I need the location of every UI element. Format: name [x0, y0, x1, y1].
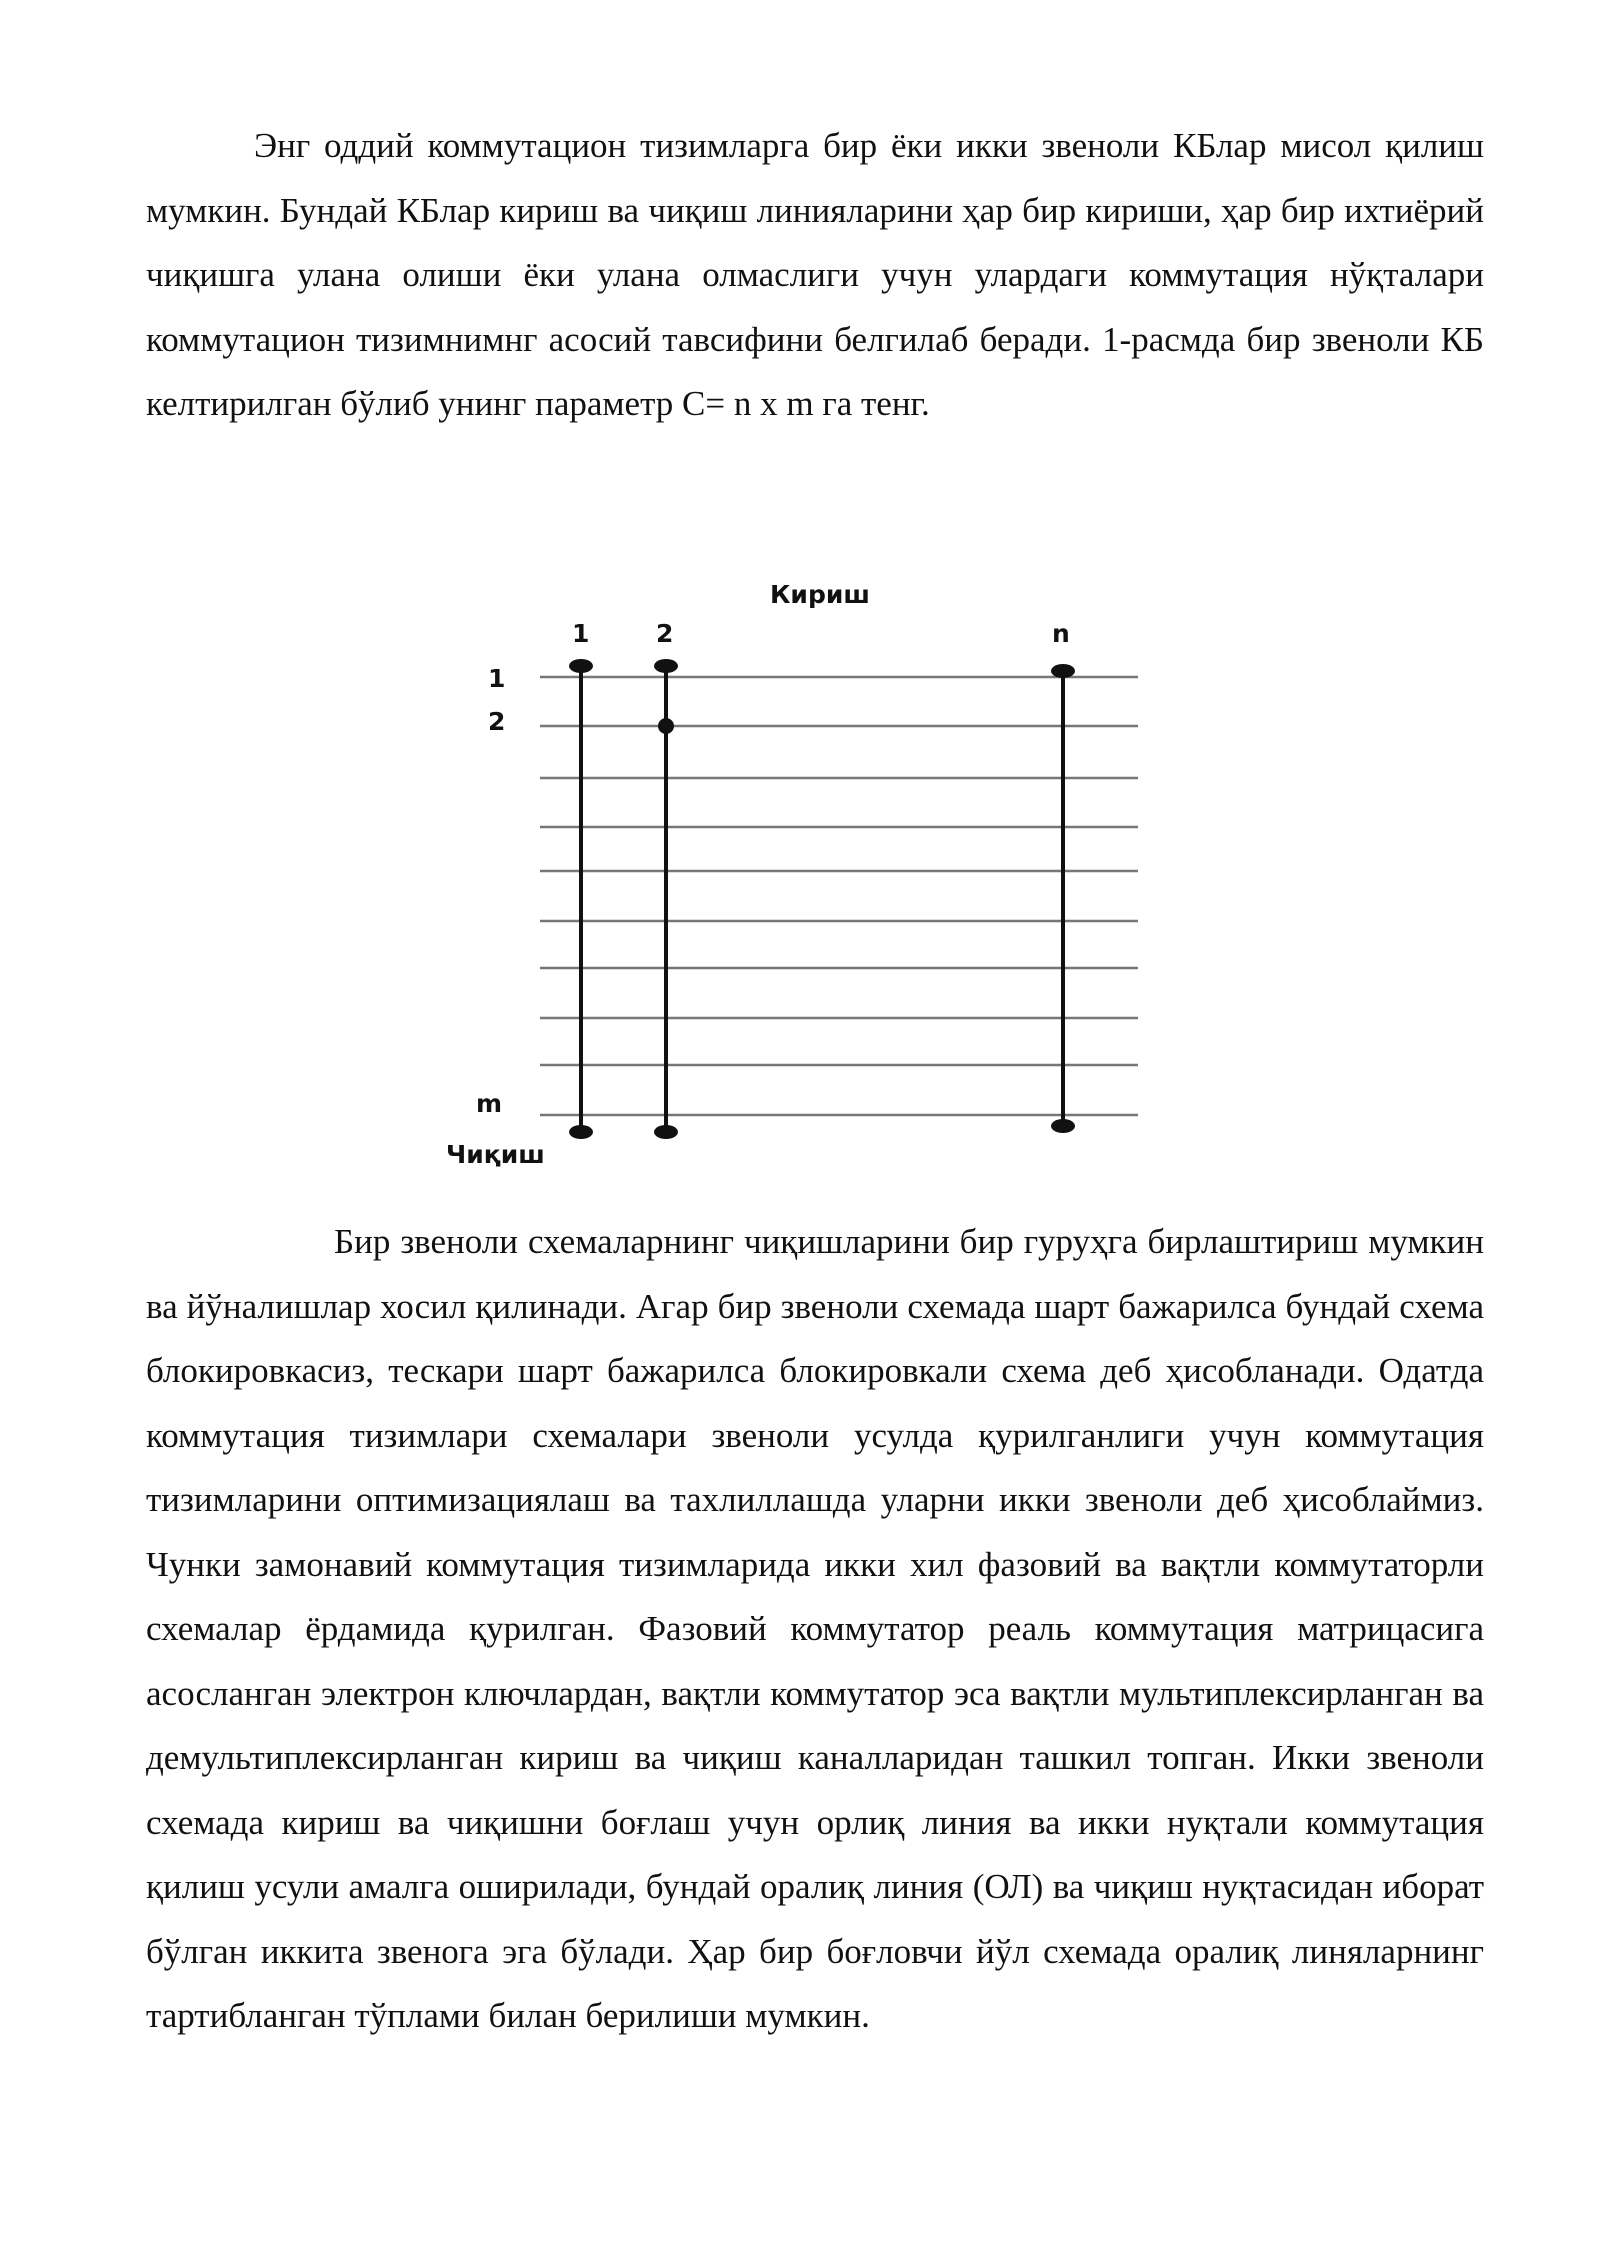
row-label-m: m: [476, 1089, 503, 1118]
figure-bottom-label: Чиқиш: [446, 1140, 545, 1169]
crosspoint-dot: [1051, 664, 1075, 678]
column-label-1: 1: [572, 619, 590, 648]
figure-title: Кириш: [770, 580, 870, 609]
switching-matrix-figure: [420, 560, 1160, 1200]
column-label-2: 2: [656, 619, 674, 648]
switching-matrix-diagram: [420, 560, 1160, 1200]
paragraph-main: Бир звеноли схемаларнинг чиқишларини бир гуруҳга бирлаштириш мумкин ва йўналишлар хосил қилинади. Агар бир звеноли схемада шарт бажарилса бундай схема блокировкасиз, тескари шарт бажарилса блокировкали схема деб ҳисобланади. Одатда коммутация тизимлари схемалари звеноли усулда қурилганлиги учун коммутация тизимларини оптимизациялаш ва тахлиллашда уларни икки звеноли деб ҳисоблаймиз. Чунки замонавий коммутация тизимларида икки хил фазовий ва вақтли коммутаторли схемалар ёрдамида қурилган. Фазовий коммутатор реаль коммутация матрицасига асосланган электрон ключлардан, вақтли коммутатор эса вақтли мультиплексирланган ва демультиплексирланган кириш ва чиқиш каналларидан ташкил топган. Икки звеноли схемада кириш ва чиқишни боғлаш учун орлиқ линия ва икки нуқтали коммутация қилиш усули амалга оширилади, бундай оралиқ линия (ОЛ) ва чиқиш нуқтасидан иборат бўлган иккита звенога эга бўлади. Ҳар бир боғловчи йўл схемада оралиқ линяларнинг тартибланган тўплами билан берилиши мумкин.: [146, 1222, 1484, 2035]
row-label-2: 2: [488, 707, 506, 736]
crosspoint-dot: [658, 718, 674, 734]
crosspoint-dot: [569, 659, 593, 673]
column-lines: [581, 665, 1063, 1132]
crosspoint-dot: [654, 1125, 678, 1139]
row-lines: [540, 677, 1138, 1115]
column-label-n: n: [1052, 619, 1070, 648]
crosspoint-dot: [1051, 1119, 1075, 1133]
paragraph-intro: Энг оддий коммутацион тизимларга бир ёки икки звеноли КБлар мисол қилиш мумкин. Бундай КБлар кириш ва чиқиш линияларини ҳар бир кириши, ҳар бир ихтиёрий чиқишга улана олиши ёки улана олмаслиги учун улардаги коммутация нўқталари коммутацион тизимнимнг асосий тавсифини белгилаб беради. 1-расмда бир звеноли КБ келтирилган бўлиб унинг параметр С= n x m га тенг.: [146, 126, 1484, 423]
crosspoint-dot: [569, 1125, 593, 1139]
crosspoint-dot: [654, 659, 678, 673]
crosspoints: [569, 659, 1075, 1139]
row-label-1: 1: [488, 664, 506, 693]
